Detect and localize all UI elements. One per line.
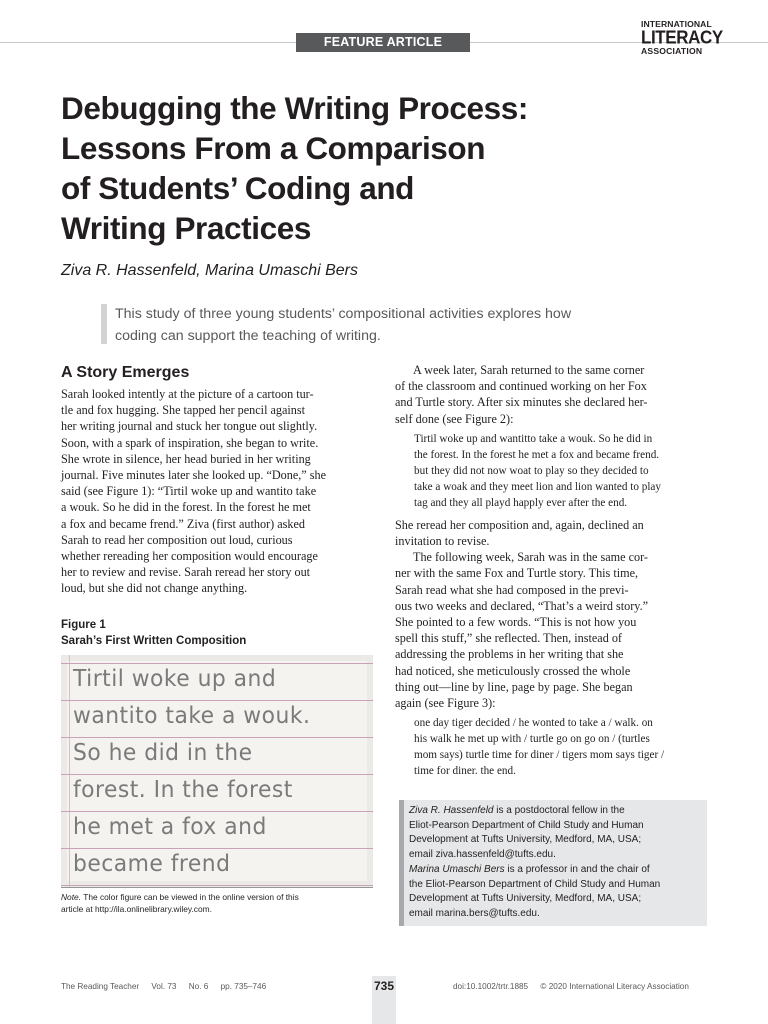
bio-line: email marina.bers@tufts.edu. bbox=[409, 907, 540, 919]
bio-author-name: Ziva R. Hassenfeld bbox=[409, 805, 494, 816]
right-column-text bbox=[395, 362, 707, 785]
volume: Vol. 73 bbox=[151, 982, 177, 991]
body-line: She pointed to a few words. “This is not how you bbox=[395, 615, 637, 630]
notebook-rule bbox=[61, 774, 373, 775]
doi: doi:10.1002/trtr.1885 bbox=[453, 982, 529, 991]
body-line: said (see Figure 1): “Tirtil woke up and wantito take bbox=[61, 484, 317, 499]
bio-line-text: is a postdoctoral fellow in the bbox=[493, 805, 625, 816]
bio-line: email ziva.hassenfeld@tufts.edu. bbox=[409, 849, 556, 861]
figure-caption: Sarah’s First Written Composition bbox=[61, 635, 247, 647]
title-line: of Students’ Coding and bbox=[61, 170, 415, 206]
bio-accent-bar bbox=[399, 800, 404, 926]
body-line: had noticed, she meticulously crossed the whole bbox=[395, 663, 631, 678]
bio-text bbox=[409, 804, 705, 922]
quote-line: but they did not now woat to play so they decided to bbox=[414, 464, 649, 477]
figure-label bbox=[61, 617, 246, 649]
bio-line bbox=[409, 863, 705, 878]
body-line: The following week, Sarah was in the same cor- bbox=[413, 550, 648, 565]
feature-article-tag: FEATURE ARTICLE bbox=[296, 33, 470, 52]
logo-line-2: LITERACY bbox=[641, 27, 723, 48]
handwriting-line: So he did in the bbox=[73, 740, 253, 766]
handwriting-figure-image bbox=[61, 655, 373, 887]
bio-line: Development at Tufts University, Medford, MA, USA; bbox=[409, 834, 642, 846]
page-number: 735 bbox=[372, 976, 396, 1024]
body-line: a fox and became frend.” Ziva (first author) asked bbox=[61, 516, 305, 531]
notebook-margin-line bbox=[69, 655, 70, 887]
bio-line bbox=[409, 804, 705, 819]
logo-line-3: ASSOCIATION bbox=[641, 46, 703, 56]
abstract-accent-bar bbox=[101, 304, 107, 344]
notebook-rule bbox=[61, 663, 373, 664]
body-line: loud, but she did not change anything. bbox=[61, 581, 248, 596]
quote-line: his walk he met up with / turtle go on go on / (turtles bbox=[414, 733, 650, 746]
body-line: whether rereading her composition would encourage bbox=[61, 549, 318, 564]
left-column-text bbox=[61, 386, 373, 597]
notebook-rule bbox=[61, 737, 373, 738]
body-line: again (see Figure 3): bbox=[395, 696, 496, 711]
body-line: spell this stuff,” she reflected. Then, instead of bbox=[395, 631, 622, 646]
note-text: The color figure can be viewed in the online version of this bbox=[81, 892, 299, 902]
body-line: She reread her composition and, again, declined an bbox=[395, 517, 644, 532]
body-line: Sarah read what she had composed in the previ- bbox=[395, 582, 629, 597]
bio-author-name: Marina Umaschi Bers bbox=[409, 863, 505, 875]
body-line: and Turtle story. After six minutes she declared her- bbox=[395, 395, 648, 410]
abstract-line: This study of three young students’ compositional activities explores how bbox=[115, 306, 572, 322]
quote-line: one day tiger decided / he wonted to take a / walk. on bbox=[414, 717, 653, 730]
body-line: Soon, with a spark of inspiration, she began to write. bbox=[61, 435, 319, 450]
notebook-rule bbox=[61, 700, 373, 701]
note-label: Note. bbox=[61, 892, 82, 902]
title-line: Lessons From a Comparison bbox=[61, 130, 486, 166]
figure-note-line: article at http://ila.onlinelibrary.wiley.com. bbox=[61, 904, 212, 914]
article-title bbox=[61, 88, 661, 248]
copyright: © 2020 International Literacy Association bbox=[540, 982, 689, 991]
body-line: a wouk. So he did in the forest. In the forest he met bbox=[61, 500, 311, 515]
page-range: pp. 735–746 bbox=[220, 982, 267, 991]
quote-line: tag and they all playd happly ever after the end. bbox=[414, 496, 628, 509]
notebook-rule bbox=[61, 811, 373, 812]
handwriting-line: Tirtil woke up and bbox=[73, 666, 277, 692]
abstract bbox=[115, 303, 675, 347]
notebook-rule bbox=[61, 848, 373, 849]
issue: No. 6 bbox=[188, 982, 209, 991]
figure-note bbox=[61, 887, 373, 915]
body-line: ous two weeks and declared, “That’s a weird story.” bbox=[395, 598, 649, 613]
block-quote bbox=[395, 715, 707, 779]
body-line: journal. Five minutes later she looked up. “Done,” she bbox=[61, 468, 327, 483]
body-line: thing out—line by line, page by page. She began bbox=[395, 679, 633, 694]
body-line: ner with the same Fox and Turtle story. This time, bbox=[395, 566, 639, 581]
body-line: tle and fox hugging. She tapped her pencil against bbox=[61, 403, 306, 418]
bio-line-text: is a professor in and the chair of bbox=[504, 863, 650, 875]
quote-line: take a woak and they meet lion and lion wanted to play bbox=[414, 480, 661, 493]
footer-doi bbox=[453, 982, 699, 991]
quote-line: mom says) turtle time for diner / tigers mom says tiger / bbox=[414, 749, 665, 762]
bio-line: the Eliot-Pearson Department of Child Study and Human bbox=[409, 878, 661, 890]
body-line: her writing journal and stuck her tongue out slightly. bbox=[61, 419, 318, 434]
body-line: She wrote in silence, her head buried in her writing bbox=[61, 451, 311, 466]
abstract-line: coding can support the teaching of writing. bbox=[115, 328, 381, 344]
body-line: Sarah looked intently at the picture of a cartoon tur- bbox=[61, 387, 314, 401]
author-list: Ziva R. Hassenfeld, Marina Umaschi Bers bbox=[61, 262, 358, 279]
body-line: A week later, Sarah returned to the same corner bbox=[413, 363, 645, 377]
quote-line: the forest. In the forest he met a fox and became frend. bbox=[414, 448, 660, 461]
footer-citation bbox=[61, 982, 276, 991]
body-line: self done (see Figure 2): bbox=[395, 411, 514, 426]
body-line: her to review and revise. Sarah reread her story out bbox=[61, 565, 311, 580]
quote-line: time for diner. the end. bbox=[414, 765, 516, 778]
logo-line-1: INTERNATIONAL bbox=[641, 19, 712, 29]
body-line: addressing the problems in her writing that she bbox=[395, 647, 624, 662]
body-line: of the classroom and continued working on her Fox bbox=[395, 379, 647, 394]
section-heading: A Story Emerges bbox=[61, 364, 190, 381]
notebook-rule bbox=[61, 885, 373, 886]
title-line: Debugging the Writing Process: bbox=[61, 90, 528, 126]
figure-note-line bbox=[61, 891, 373, 903]
figure-number: Figure 1 bbox=[61, 619, 106, 631]
journal-name: The Reading Teacher bbox=[61, 982, 140, 991]
handwriting-line: became frend bbox=[73, 851, 231, 877]
bio-line: Development at Tufts University, Medford, MA, USA; bbox=[409, 893, 642, 905]
block-quote bbox=[395, 431, 707, 511]
body-line: invitation to revise. bbox=[395, 534, 490, 549]
quote-line: Tirtil woke up and wantitto take a wouk. So he did in bbox=[414, 432, 653, 445]
author-bio-box bbox=[399, 800, 707, 926]
ila-logo bbox=[641, 19, 723, 56]
body-line: Sarah to read her composition out loud, curious bbox=[61, 532, 293, 547]
title-line: Writing Practices bbox=[61, 210, 311, 246]
handwriting-line: he met a fox and bbox=[73, 814, 267, 840]
bio-line: Eliot-Pearson Department of Child Study and Human bbox=[409, 819, 644, 831]
handwriting-line: forest. In the forest bbox=[73, 777, 293, 803]
handwriting-line: wantito take a wouk. bbox=[73, 703, 311, 729]
